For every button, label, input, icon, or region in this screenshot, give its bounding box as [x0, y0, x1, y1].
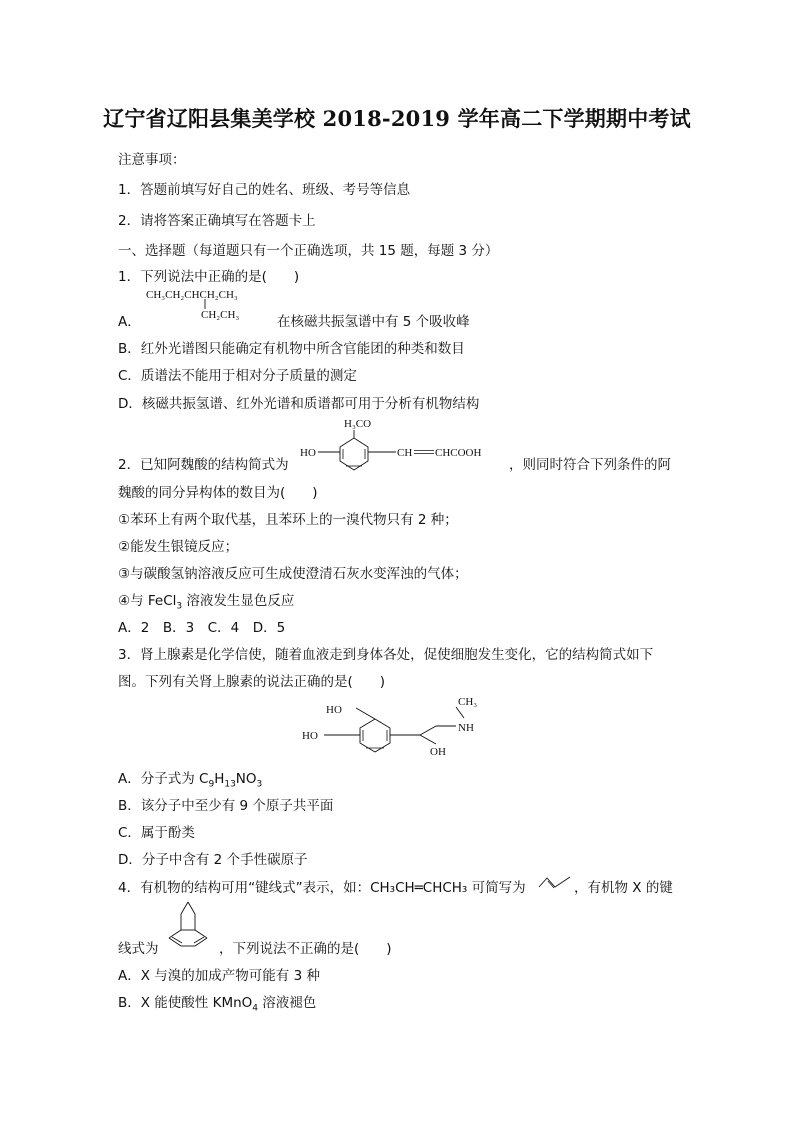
exam-title: 辽宁省辽阳县集美学校 2018-2019 学年高二下学期期中考试 — [103, 106, 691, 131]
q4-option-a: A．X 与溴的加成产物可能有 3 种 — [118, 968, 320, 984]
q1-option-a-label: A． — [118, 314, 141, 330]
q2-condition-4: ④与 FeCl$_3$ 溶液发生显色反应 — [118, 593, 295, 612]
q2-stem-cont: ，则同时符合下列条件的阿 — [509, 457, 671, 473]
q4-stem: 4．有机物的结构可用“键线式”表示，如：CH₃CH═CHCH₃ 可简写为 — [118, 880, 526, 896]
x-skeletal-structure — [163, 900, 215, 950]
q1-option-a: 在核磁共振氢谱中有 5 个吸收峰 — [277, 314, 470, 330]
q4-stem-cont: ，有机物 X 的键 — [574, 880, 673, 896]
q2-condition-1: ①苯环上有两个取代基，且苯环上的一溴代物只有 2 种； — [118, 512, 458, 528]
struct-ho-label: HO — [300, 447, 316, 459]
q3-option-d: D．分子中含有 2 个手性碳原子 — [118, 852, 308, 868]
q2-stem-line2: 魏酸的同分异构体的数目为( ) — [118, 485, 318, 501]
q2-stem: 2．已知阿魏酸的结构简式为 — [118, 457, 289, 473]
q3-option-b: B．该分子中至少有 9 个原子共平面 — [118, 798, 334, 814]
struct-oh-label: OH — [430, 746, 446, 758]
q2-condition-3: ③与碳酸氢钠溶液反应可生成使澄清石灰水变浑浊的气体； — [118, 566, 468, 582]
ferulic-acid-structure — [296, 415, 516, 475]
q1-option-b: B．红外光谱图只能确定有机物中所含官能团的种类和数目 — [118, 341, 465, 357]
struct-ch-label: CH — [397, 447, 413, 459]
struct-ch3-label: CH₃ — [458, 696, 478, 708]
section-heading: 一、选择题（每道题只有一个正确选项，共 15 题，每题 3 分） — [118, 243, 499, 259]
struct-h3co-label: H₃CO — [344, 418, 372, 430]
q3-stem-1: 3．肾上腺素是化学信使，随着血液走到身体各处，促使细胞发生变化，它的结构简式如下 — [118, 647, 654, 663]
q1-structure-main-chain: CH₃CH₂CHCH₂CH₃ — [146, 289, 238, 301]
q3-option-a: A．分子式为 $C_9H_{13}NO_3$ — [118, 771, 263, 790]
struct-chcooh-label: CHCOOH — [435, 447, 482, 459]
q4-option-b: B．X 能使酸性 KMnO$_4$ 溶液褪色 — [118, 995, 317, 1014]
q4-stem-line2: 线式为 — [118, 941, 159, 957]
q3-option-c: C．属于酚类 — [118, 825, 195, 841]
q2-options: A．2 B．3 C．4 D．5 — [118, 620, 286, 636]
notice-heading: 注意事项： — [118, 152, 186, 168]
butene-skeletal-structure — [538, 873, 572, 889]
struct-ho-left-label: HO — [302, 730, 318, 742]
q1-structure-branch: CH₂CH₃ — [201, 309, 240, 321]
q2-condition-2: ②能发生银镜反应； — [118, 539, 239, 555]
struct-ho-top-label: HO — [326, 704, 342, 716]
q1-option-d: D．核磁共振氢谱、红外光谱和质谱都可用于分析有机物结构 — [118, 396, 480, 412]
q3-stem-2: 图。下列有关肾上腺素的说法正确的是( ) — [118, 674, 386, 690]
q4-stem-line2-cont: ，下列说法不正确的是( ) — [219, 941, 392, 957]
notice-item-2: 2．请将答案正确填写在答题卡上 — [118, 213, 316, 229]
struct-nh-label: NH — [458, 722, 474, 734]
notice-item-1: 1．答题前填写好自己的姓名、班级、考号等信息 — [118, 182, 411, 198]
q1-option-c: C．质谱法不能用于相对分子质量的测定 — [118, 368, 357, 384]
adrenaline-structure — [300, 692, 500, 762]
q1-stem: 1．下列说法中正确的是( ) — [118, 269, 300, 285]
